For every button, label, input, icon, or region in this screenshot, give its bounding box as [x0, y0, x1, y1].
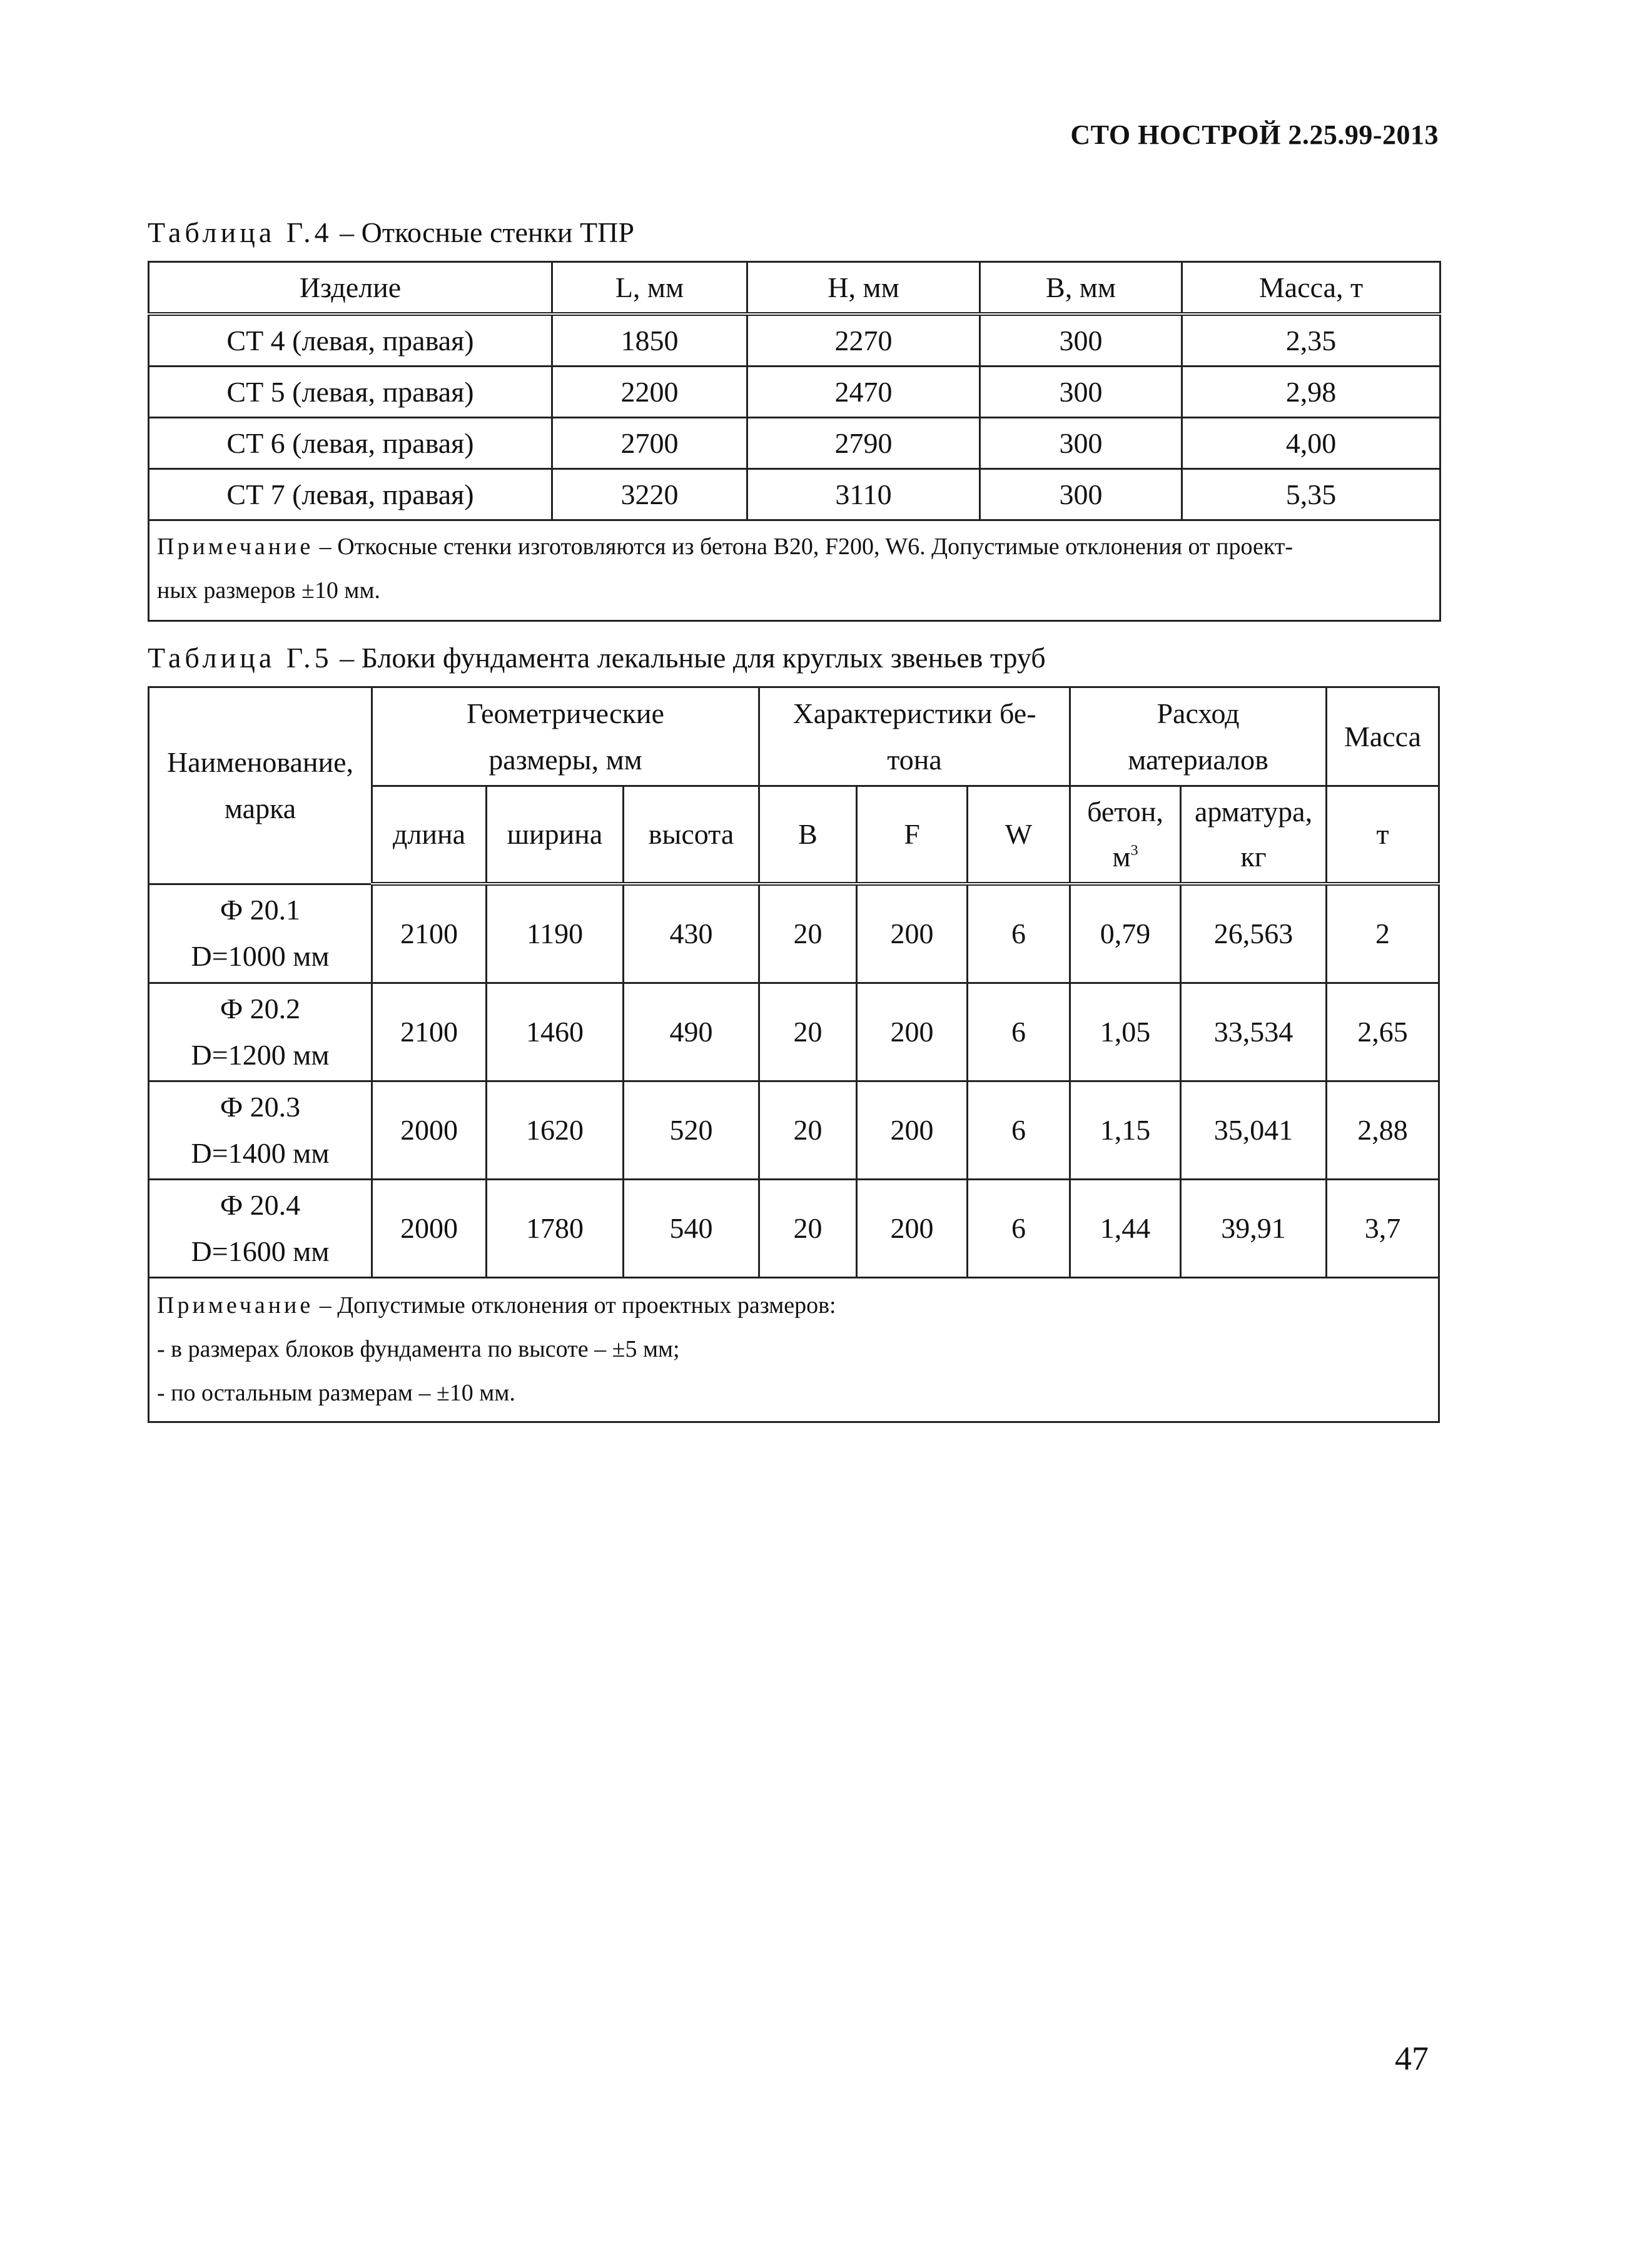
table-row: [149, 1180, 1439, 1278]
table4-col-header: H, мм: [747, 262, 980, 315]
table5-note-row: [149, 1278, 1439, 1422]
table5-concrete-header: [759, 687, 1070, 786]
table-cell: 35,041: [1181, 1081, 1327, 1180]
table-cell: 2: [1327, 884, 1439, 983]
table-cell: 200: [857, 1180, 968, 1278]
table-row: [149, 1081, 1439, 1180]
table5-length-header: длина: [372, 786, 487, 884]
table-cell: 33,534: [1181, 983, 1327, 1081]
table4-caption-text: – Откосные стенки ТПР: [332, 216, 634, 248]
document-code: СТО НОСТРОЙ 2.25.99-2013: [1070, 119, 1439, 150]
table-cell: 200: [857, 983, 968, 1081]
table-row: [149, 314, 1440, 367]
table4-note-text2: ных размеров ±10 мм.: [157, 577, 381, 604]
table5-caption: [148, 641, 1046, 674]
table5-mass-unit-header: т: [1327, 786, 1439, 884]
table-row: [149, 418, 1440, 469]
table-cell: 2270: [747, 314, 980, 367]
table-cell: 520: [624, 1081, 759, 1180]
block-mark: Ф 20.4: [220, 1189, 301, 1221]
table5-caption-label: Таблица Г.5: [148, 642, 333, 674]
table5-note-line3: - по остальным размерам – ±10 мм.: [157, 1380, 515, 1406]
table-cell: 300: [980, 469, 1182, 520]
table-cell: 2,65: [1327, 983, 1439, 1081]
table-cell: СТ 7 (левая, правая): [149, 469, 552, 520]
table-cell: 20: [759, 1081, 857, 1180]
table5-note-line2: - в размерах блоков фундамента по высоте – ±5 мм;: [157, 1336, 680, 1362]
table5-note-label: Примечание: [157, 1292, 314, 1319]
table4-col-header: Изделие: [149, 262, 552, 315]
table-cell: 2790: [747, 418, 980, 469]
table5-f-header: F: [857, 786, 968, 884]
block-diameter: D=1400 мм: [191, 1137, 330, 1169]
table5-note: [149, 1278, 1439, 1422]
table-cell: 1620: [487, 1081, 624, 1180]
table-cell: 200: [857, 884, 968, 983]
table-cell: 2,88: [1327, 1081, 1439, 1180]
table-cell-name: [149, 983, 372, 1081]
table5: [148, 686, 1440, 1423]
table5-name-header-l2: марка: [224, 792, 296, 824]
table-cell: 1,15: [1070, 1081, 1181, 1180]
table-cell: 6: [968, 983, 1070, 1081]
table-cell: 2000: [372, 1081, 487, 1180]
table-cell: 20: [759, 884, 857, 983]
table5-width-header: ширина: [487, 786, 624, 884]
table5-geom-header-l1: Геометрические: [467, 697, 664, 729]
table-cell-name: [149, 1180, 372, 1278]
table5-caption-text: – Блоки фундамента лекальные для круглых звеньев труб: [332, 642, 1046, 674]
table-cell: 2470: [747, 367, 980, 418]
table5-rebar-l2: кг: [1240, 841, 1267, 873]
table-cell: 200: [857, 1081, 968, 1180]
table5-consumption-header: [1070, 687, 1327, 786]
table5-mass-header: Масса: [1327, 687, 1439, 786]
table4-header-row: [149, 262, 1440, 315]
table-cell: СТ 5 (левая, правая): [149, 367, 552, 418]
table-cell: 6: [968, 1081, 1070, 1180]
table5-concrete-header-l1: Характеристики бе-: [792, 697, 1036, 729]
table-cell: 1190: [487, 884, 624, 983]
table5-rebar-header: [1181, 786, 1327, 884]
table-cell: 2700: [552, 418, 747, 469]
table4-col-header: Масса, т: [1182, 262, 1440, 315]
block-diameter: D=1600 мм: [191, 1235, 330, 1267]
table-cell: 20: [759, 983, 857, 1081]
table4-caption-label: Таблица Г.4: [148, 216, 333, 248]
table-cell: 26,563: [1181, 884, 1327, 983]
block-diameter: D=1200 мм: [191, 1039, 330, 1071]
table-row: [149, 884, 1439, 983]
table5-geom-header: [372, 687, 759, 786]
table5-concrete-volume-l2: м: [1112, 841, 1131, 873]
table4-note-text: – Откосные стенки изготовляются из бетона B20, F200, W6. Допустимые отклонения от проект-: [313, 534, 1293, 560]
table5-concrete-volume-header: [1070, 786, 1181, 884]
table-cell: 2000: [372, 1180, 487, 1278]
table-cell: СТ 6 (левая, правая): [149, 418, 552, 469]
table-row: [149, 367, 1440, 418]
table-cell: СТ 4 (левая, правая): [149, 314, 552, 367]
table-row: [149, 469, 1440, 520]
table5-rebar-l1: арматура,: [1194, 796, 1313, 828]
table5-consumption-header-l1: Расход: [1157, 697, 1240, 729]
table-cell-name: [149, 1081, 372, 1180]
table-cell: 6: [968, 1180, 1070, 1278]
table5-header-row-1: [149, 687, 1439, 786]
block-mark: Ф 20.2: [220, 993, 301, 1025]
table-cell: 3,7: [1327, 1180, 1439, 1278]
table-cell: 1780: [487, 1180, 624, 1278]
page-number: 47: [1395, 2040, 1429, 2077]
table-cell: 2100: [372, 884, 487, 983]
table5-consumption-header-l2: материалов: [1128, 743, 1268, 776]
table-cell: 300: [980, 418, 1182, 469]
table5-geom-header-l2: размеры, мм: [489, 743, 642, 776]
table4: [148, 261, 1441, 622]
table-cell: 39,91: [1181, 1180, 1327, 1278]
table5-height-header: высота: [624, 786, 759, 884]
table5-name-header: [149, 687, 372, 884]
table-cell: 1,05: [1070, 983, 1181, 1081]
table-cell: 5,35: [1182, 469, 1440, 520]
table-cell: 0,79: [1070, 884, 1181, 983]
table5-concrete-header-l2: тона: [887, 743, 942, 776]
table-cell: 1460: [487, 983, 624, 1081]
table5-note-text: – Допустимые отклонения от проектных размеров:: [313, 1292, 836, 1319]
table4-col-header: B, мм: [980, 262, 1182, 315]
block-diameter: D=1000 мм: [191, 940, 330, 973]
table-cell: 300: [980, 314, 1182, 367]
table4-note-row: [149, 520, 1440, 621]
table4-col-header: L, мм: [552, 262, 747, 315]
table-cell: 4,00: [1182, 418, 1440, 469]
table4-caption: [148, 216, 634, 249]
table-cell: 540: [624, 1180, 759, 1278]
table-cell: 1850: [552, 314, 747, 367]
table4-note-label: Примечание: [157, 534, 314, 560]
block-mark: Ф 20.3: [220, 1091, 301, 1123]
table5-w-header: W: [968, 786, 1070, 884]
table5-b-header: B: [759, 786, 857, 884]
table-cell: 490: [624, 983, 759, 1081]
block-mark: Ф 20.1: [220, 894, 301, 926]
table-cell-name: [149, 884, 372, 983]
table5-concrete-volume-l1: бетон,: [1087, 796, 1163, 828]
table5-concrete-volume-sup: 3: [1130, 843, 1138, 859]
table-cell: 2,98: [1182, 367, 1440, 418]
table-cell: 3220: [552, 469, 747, 520]
table-cell: 2200: [552, 367, 747, 418]
table-cell: 3110: [747, 469, 980, 520]
table5-name-header-l1: Наименование,: [166, 746, 354, 778]
table-cell: 20: [759, 1180, 857, 1278]
table-cell: 1,44: [1070, 1180, 1181, 1278]
table4-note: [149, 520, 1440, 621]
table-cell: 2100: [372, 983, 487, 1081]
table-row: [149, 983, 1439, 1081]
table-cell: 6: [968, 884, 1070, 983]
table-cell: 430: [624, 884, 759, 983]
table-cell: 300: [980, 367, 1182, 418]
table-cell: 2,35: [1182, 314, 1440, 367]
